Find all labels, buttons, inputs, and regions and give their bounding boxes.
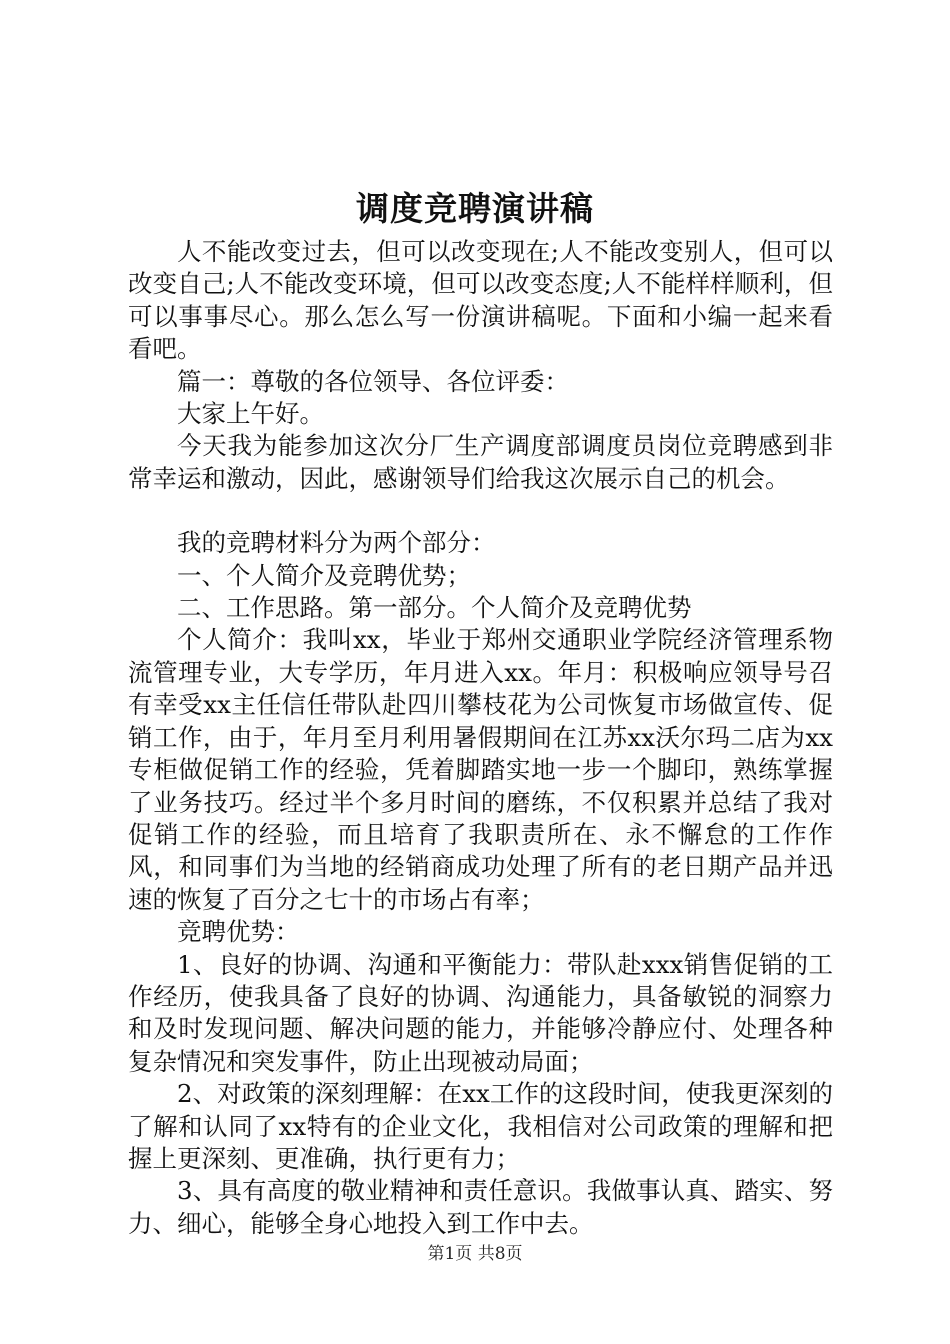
paragraph-advantage-2: 2、对政策的深刻理解：在xx工作的这段时间，使我更深刻的了解和认同了xx特有的企业文化，我相信对公司政策的理解和把握上更深刻、更准确，执行更有力； bbox=[128, 1079, 833, 1173]
paragraph-part-two: 二、工作思路。第一部分。个人简介及竞聘优势 bbox=[177, 593, 692, 623]
page-number-footer: 第1页 共8页 bbox=[427, 1244, 523, 1264]
document-body bbox=[128, 236, 833, 1240]
paragraph-salutation: 篇一：尊敬的各位领导、各位评委： bbox=[177, 366, 569, 396]
paragraph-advantage-1: 1、良好的协调、沟通和平衡能力：带队赴xxx销售促销的工作经历，使我具备了良好的协调、沟通能力，具备敏锐的洞察力和及时发现问题、解决问题的能力，并能够冷静应付、处理各种复杂情况和突发事件，防止出现被动局面； bbox=[128, 949, 833, 1076]
document-title: 调度竞聘演讲稿 bbox=[356, 189, 594, 228]
paragraph-profile: 个人简介：我叫xx，毕业于郑州交通职业学院经济管理系物流管理专业，大专学历，年月进入xx。年月：积极响应领导号召有幸受xx主任信任带队赴四川攀枝花为公司恢复市场做宣传、促销工作，由于，年月至月利用暑假期间在江苏xx沃尔玛二店为xx专柜做促销工作的经验，凭着脚踏实地一步一个脚印，熟练掌握了业务技巧。经过半个多月时间的磨练，不仅积累并总结了我对促销工作的经验，而且培育了我职责所在、永不懈怠的工作作风，和同事们为当地的经销商成功处理了所有的老日期产品并迅速的恢复了百分之七十的市场占有率； bbox=[128, 625, 833, 914]
paragraph-advantages-heading: 竞聘优势： bbox=[177, 917, 300, 947]
paragraph-intro: 人不能改变过去，但可以改变现在;人不能改变别人，但可以改变自己;人不能改变环境，但可以改变态度;人不能样样顺利，但可以事事尽心。那么怎么写一份演讲稿呢。下面和小编一起来看看吧。 bbox=[128, 237, 833, 364]
paragraph-greeting: 大家上午好。 bbox=[177, 399, 324, 429]
paragraph-opening: 今天我为能参加这次分厂生产调度部调度员岗位竞聘感到非常幸运和激动，因此，感谢领导们给我这次展示自己的机会。 bbox=[128, 431, 833, 493]
paragraph-advantage-3: 3、具有高度的敬业精神和责任意识。我做事认真、踏实、努力、细心，能够全身心地投入到工作中去。 bbox=[128, 1176, 833, 1238]
paragraph-materials: 我的竞聘材料分为两个部分： bbox=[177, 528, 496, 558]
paragraph-part-one: 一、个人简介及竞聘优势； bbox=[177, 560, 471, 590]
